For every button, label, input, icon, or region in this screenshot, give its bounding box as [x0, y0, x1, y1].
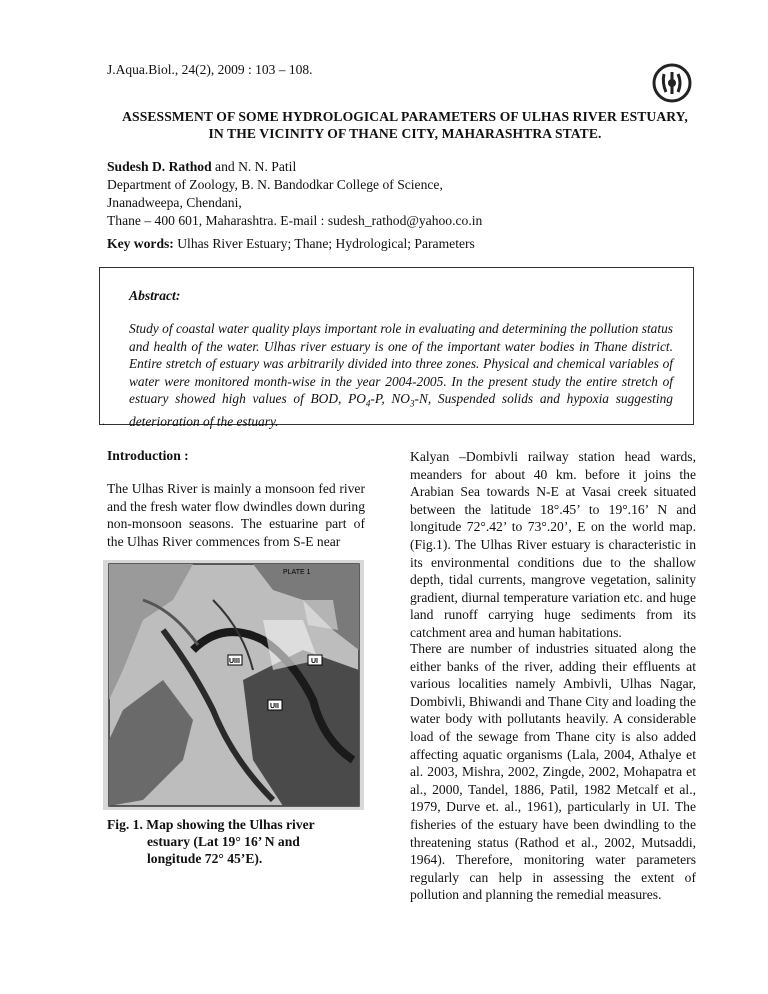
affiliation-line-1: Department of Zoology, B. N. Bandodkar College of Science, — [107, 177, 443, 192]
affiliation-line-2: Jnanadweepa, Chendani, — [107, 195, 242, 210]
journal-logo-icon — [652, 62, 692, 104]
intro-right-text-1: Kalyan –Dombivli railway station head wards, meanders for about 40 km. before it joins the Arabian Sea towards N-E at Vasai creek situated between the latitude 18°.45’ to 19°.16’ N and longitude 72°.42’ to 73°.20’, E on the world map. (Fig.1). The Ulhas River estuary is characteristic in its environmental conditions due to the shallow depth, tidal currents, mangrove vegetation, salinity gradient, diurnal temperature variation etc. and huge land runoff carrying huge sediments from its catchment area and human habitations. — [410, 449, 696, 640]
intro-left-text: The Ulhas River is mainly a monsoon fed river and the fresh water flow dwindles down during non-monsoon seasons. The estuarine part of the Ulhas River commences from S-E near — [107, 481, 365, 549]
map-label-uii: UII — [270, 703, 279, 710]
keywords — [107, 236, 707, 252]
abstract-text-3: -N, Suspended solids and hypoxia suggesting deterioration of the estuary. — [129, 391, 673, 430]
affiliation-line-3: Thane – 400 601, Maharashtra. E-mail : sudesh_rathod@yahoo.co.in — [107, 213, 483, 228]
first-author: Sudesh D. Rathod — [107, 159, 212, 174]
author-block — [107, 158, 707, 230]
abstract-body — [129, 320, 673, 431]
keywords-text: Ulhas River Estuary; Thane; Hydrological; Parameters — [173, 236, 475, 251]
intro-right-paragraph-1 — [410, 448, 696, 659]
journal-citation: J.Aqua.Biol., 24(2), 2009 : 103 – 108. — [107, 62, 313, 77]
paper-title — [107, 108, 703, 142]
intro-right-paragraph-2 — [410, 640, 696, 921]
caption-line-2: estuary (Lat 19° 16’ N and — [147, 834, 300, 849]
estuary-map-figure — [103, 560, 364, 810]
intro-right-text-2: There are number of industries situated along the either banks of the river, adding their effluents at various localities namely Ambivli, Ulhas Nagar, Dombivli, Bhiwandi and Thane City and loading the water body with pollutants heavily. A considerable load of the sewage from Thane city is also added affecting aquatic organisms (Lala, 2004, Athalye et al. 2003, Mishra, 2002, Zingde, 2002, Mohapatra et al., 2000, Tandel, 1886, Patil, 1982 Metcalf et al., 1979, Durve et. al., 1961), particularly in UI. The fisheries of the estuary have been dwindling to the threatening status (Rathod et al., 2002, Mutsaddi, 1964). Therefore, monitoring water parameters regularly can help in assessing the extent of pollution and planning the remedial measures. — [410, 641, 696, 903]
caption-line-1: Fig. 1. Map showing the Ulhas river — [107, 817, 315, 832]
map-label-uiii: UIII — [229, 658, 240, 665]
keywords-label: Key words: — [107, 236, 174, 251]
intro-left-paragraph — [107, 480, 365, 567]
caption-line-3: longitude 72° 45’E). — [147, 851, 263, 866]
introduction-heading: Introduction : — [107, 448, 189, 463]
map-label-plate: PLATE 1 — [283, 569, 311, 576]
abstract-sub-1: 4 — [365, 398, 371, 409]
abstract-text-1: Study of coastal water quality plays important role in evaluating and determining the pollution status and health of the water. Ulhas river estuary is one of the important water bodies in Thane district. Entire stretch of estuary was arbitrarily divided into three zones. Physical and chemical variables of water were monitored month-wise in the year 2004-2005. In the present study the entire stretch of estuary showed high values of BOD, PO — [129, 321, 673, 406]
title-line-2: IN THE VICINITY OF THANE CITY, MAHARASHTRA STATE. — [208, 126, 602, 141]
title-line-1: ASSESSMENT OF SOME HYDROLOGICAL PARAMETERS OF ULHAS RIVER ESTUARY, — [122, 109, 688, 124]
figure-caption — [107, 816, 365, 867]
abstract-heading: Abstract: — [129, 288, 181, 303]
abstract-sub-2: 3 — [409, 398, 415, 409]
co-author: and N. N. Patil — [211, 159, 297, 174]
abstract-text-2: -P, NO — [370, 391, 410, 406]
abstract-trailing-dot: . — [102, 414, 105, 428]
map-label-ui: UI — [311, 658, 318, 665]
